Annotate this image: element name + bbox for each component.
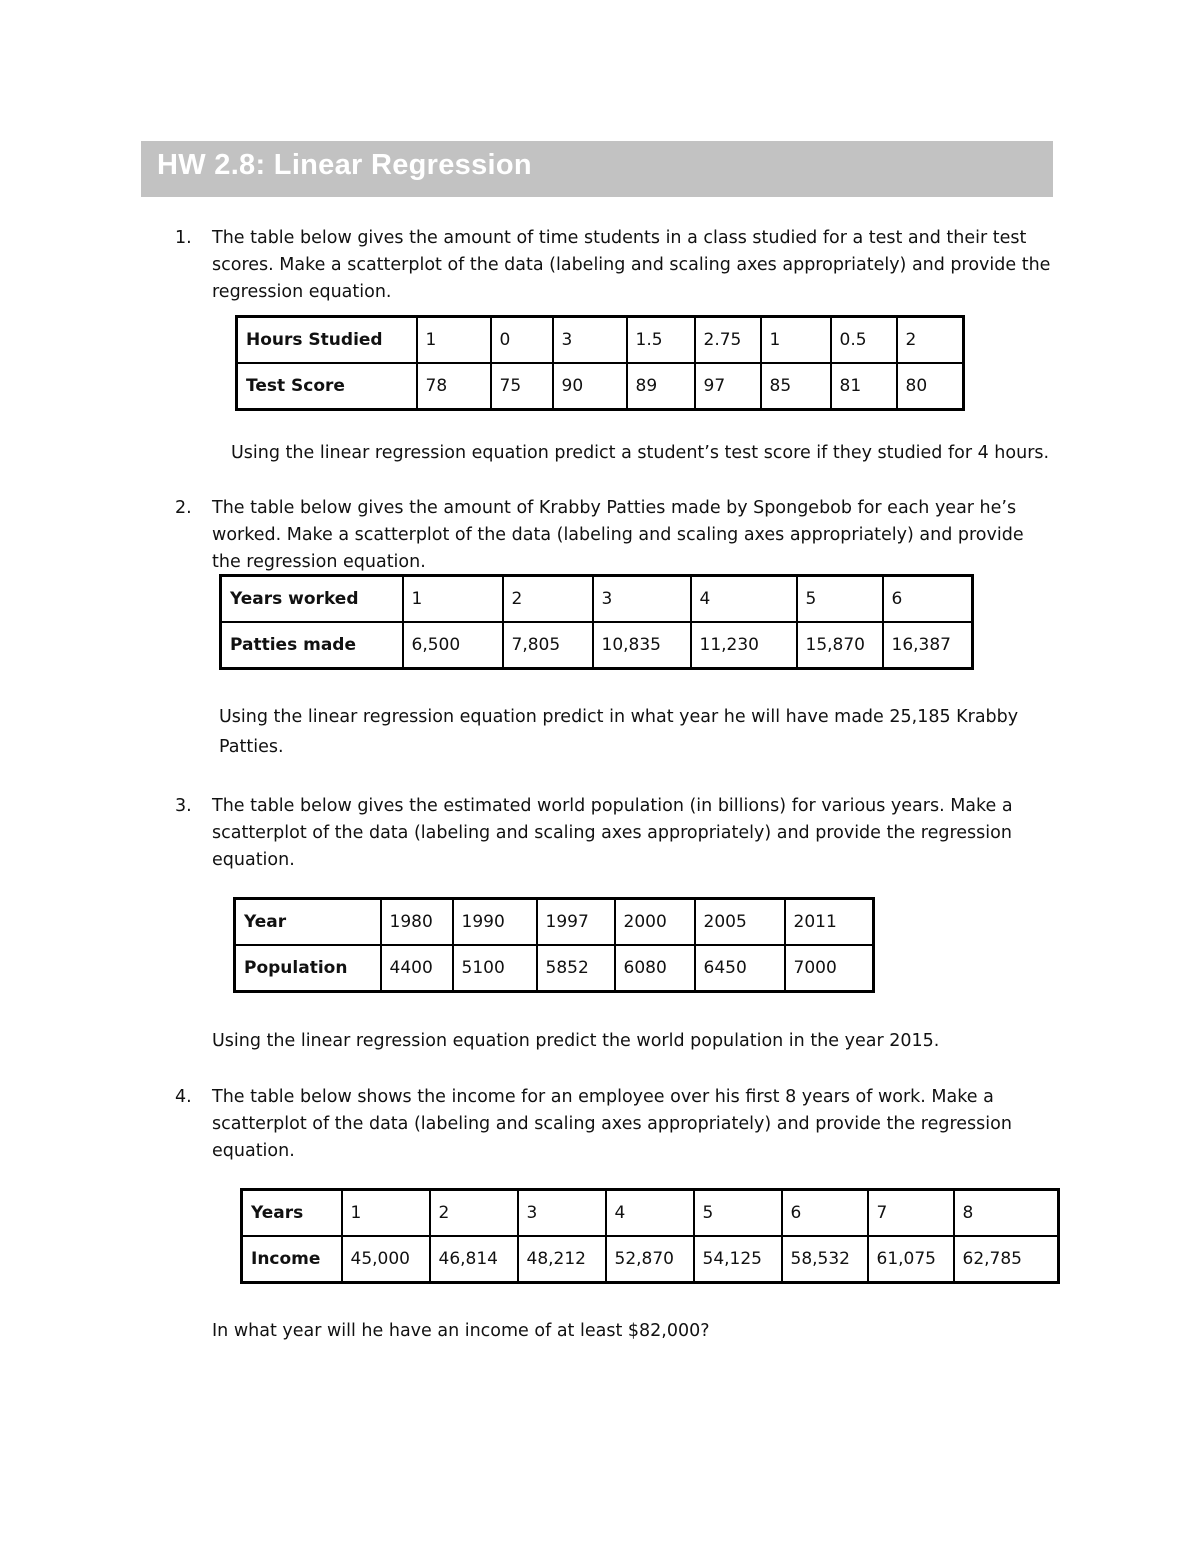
- question-line: The table below gives the amount of time students in a class studied for a test and their test: [212, 228, 1027, 248]
- question-2-prompt: [219, 702, 1018, 762]
- table-cell: 1: [403, 576, 503, 623]
- table-cell: 6450: [695, 945, 785, 992]
- table-row: [235, 945, 874, 992]
- table-cell: 1: [417, 317, 491, 364]
- table-cell: 62,785: [954, 1236, 1059, 1283]
- table-cell: 4: [691, 576, 797, 623]
- row-header: Years worked: [221, 576, 403, 623]
- table-cell: 7000: [785, 945, 874, 992]
- table-cell: 90: [553, 363, 627, 410]
- question-3-prompt: [212, 1026, 939, 1056]
- row-header: Year: [235, 899, 381, 946]
- table-row: [237, 363, 964, 410]
- table-row: [221, 622, 973, 669]
- table-cell: 2.75: [695, 317, 761, 364]
- question-line: equation.: [212, 850, 295, 870]
- table-cell: 5100: [453, 945, 537, 992]
- question-line: equation.: [212, 1141, 295, 1161]
- table-cell: 1.5: [627, 317, 695, 364]
- question-3: [175, 793, 1013, 874]
- page-title: HW 2.8: Linear Regression: [157, 149, 532, 181]
- table-cell: 16,387: [883, 622, 973, 669]
- table-cell: 3: [553, 317, 627, 364]
- row-header: Income: [242, 1236, 342, 1283]
- question-number: 1.: [175, 228, 192, 248]
- table-cell: 46,814: [430, 1236, 518, 1283]
- question-line: regression equation.: [212, 282, 392, 302]
- table-cell: 1: [761, 317, 831, 364]
- question-text: [212, 793, 1013, 874]
- row-header: Years: [242, 1190, 342, 1237]
- table-cell: 1980: [381, 899, 453, 946]
- table-cell: 75: [491, 363, 553, 410]
- income-table: [240, 1188, 1060, 1284]
- table-cell: 89: [627, 363, 695, 410]
- table-cell: 1: [342, 1190, 430, 1237]
- question-line: The table below shows the income for an employee over his first 8 years of work. Make a: [212, 1087, 994, 1107]
- table-cell: 97: [695, 363, 761, 410]
- table-row: [242, 1190, 1059, 1237]
- table-cell: 3: [518, 1190, 606, 1237]
- row-header: Patties made: [221, 622, 403, 669]
- table-cell: 81: [831, 363, 897, 410]
- question-1-prompt: [231, 438, 1049, 468]
- question-line: The table below gives the estimated world population (in billions) for various years. Make a: [212, 796, 1013, 816]
- table-cell: 0: [491, 317, 553, 364]
- table-cell: 7,805: [503, 622, 593, 669]
- question-number: 2.: [175, 498, 192, 518]
- table-row: [235, 899, 874, 946]
- table-cell: 6: [782, 1190, 868, 1237]
- patties-table: [219, 574, 974, 670]
- table-cell: 78: [417, 363, 491, 410]
- table-cell: 3: [593, 576, 691, 623]
- table-cell: 2000: [615, 899, 695, 946]
- question-number: 4.: [175, 1087, 192, 1107]
- table-cell: 4: [606, 1190, 694, 1237]
- question-line: The table below gives the amount of Krabby Patties made by Spongebob for each year he’s: [212, 498, 1017, 518]
- question-number: 3.: [175, 796, 192, 816]
- table-cell: 2005: [695, 899, 785, 946]
- table-cell: 15,870: [797, 622, 883, 669]
- question-1: [175, 225, 1050, 306]
- table-cell: 58,532: [782, 1236, 868, 1283]
- table-row: [237, 317, 964, 364]
- row-header: Hours Studied: [237, 317, 417, 364]
- table-cell: 52,870: [606, 1236, 694, 1283]
- prompt-line: Using the linear regression equation predict the world population in the year 2015.: [212, 1031, 940, 1051]
- table-cell: 1997: [537, 899, 615, 946]
- question-2: [175, 495, 1024, 576]
- table-cell: 85: [761, 363, 831, 410]
- question-line: scores. Make a scatterplot of the data (labeling and scaling axes appropriately) and provide the: [212, 255, 1051, 275]
- population-table: [233, 897, 875, 993]
- question-4-prompt: [212, 1316, 710, 1346]
- table-cell: 4400: [381, 945, 453, 992]
- table-cell: 5: [694, 1190, 782, 1237]
- row-header: Test Score: [237, 363, 417, 410]
- question-line: scatterplot of the data (labeling and scaling axes appropriately) and provide the regression: [212, 1114, 1012, 1134]
- table-cell: 54,125: [694, 1236, 782, 1283]
- question-text: [212, 225, 1050, 306]
- table-cell: 2011: [785, 899, 874, 946]
- table-cell: 61,075: [868, 1236, 954, 1283]
- table-cell: 7: [868, 1190, 954, 1237]
- table-cell: 10,835: [593, 622, 691, 669]
- question-line: the regression equation.: [212, 552, 426, 572]
- table-cell: 80: [897, 363, 964, 410]
- table-cell: 2: [430, 1190, 518, 1237]
- table-cell: 48,212: [518, 1236, 606, 1283]
- table-cell: 2: [503, 576, 593, 623]
- question-text: [212, 495, 1024, 576]
- hours-score-table: [235, 315, 965, 411]
- prompt-line: In what year will he have an income of at least $82,000?: [212, 1321, 710, 1341]
- table-row: [221, 576, 973, 623]
- table-cell: 5: [797, 576, 883, 623]
- prompt-line: Using the linear regression equation predict a student’s test score if they studied for 4 hours.: [231, 443, 1050, 463]
- table-cell: 1990: [453, 899, 537, 946]
- table-row: [242, 1236, 1059, 1283]
- table-cell: 45,000: [342, 1236, 430, 1283]
- row-header: Population: [235, 945, 381, 992]
- title-banner: [141, 141, 1053, 197]
- prompt-line: Patties.: [219, 737, 284, 757]
- question-line: worked. Make a scatterplot of the data (labeling and scaling axes appropriately) and provide: [212, 525, 1024, 545]
- prompt-line: Using the linear regression equation predict in what year he will have made 25,185 Krabby: [219, 707, 1019, 727]
- question-text: [212, 1084, 1012, 1165]
- table-cell: 0.5: [831, 317, 897, 364]
- table-cell: 6: [883, 576, 973, 623]
- table-cell: 11,230: [691, 622, 797, 669]
- table-cell: 5852: [537, 945, 615, 992]
- table-cell: 2: [897, 317, 964, 364]
- table-cell: 8: [954, 1190, 1059, 1237]
- question-line: scatterplot of the data (labeling and scaling axes appropriately) and provide the regression: [212, 823, 1012, 843]
- question-4: [175, 1084, 1012, 1165]
- table-cell: 6,500: [403, 622, 503, 669]
- table-cell: 6080: [615, 945, 695, 992]
